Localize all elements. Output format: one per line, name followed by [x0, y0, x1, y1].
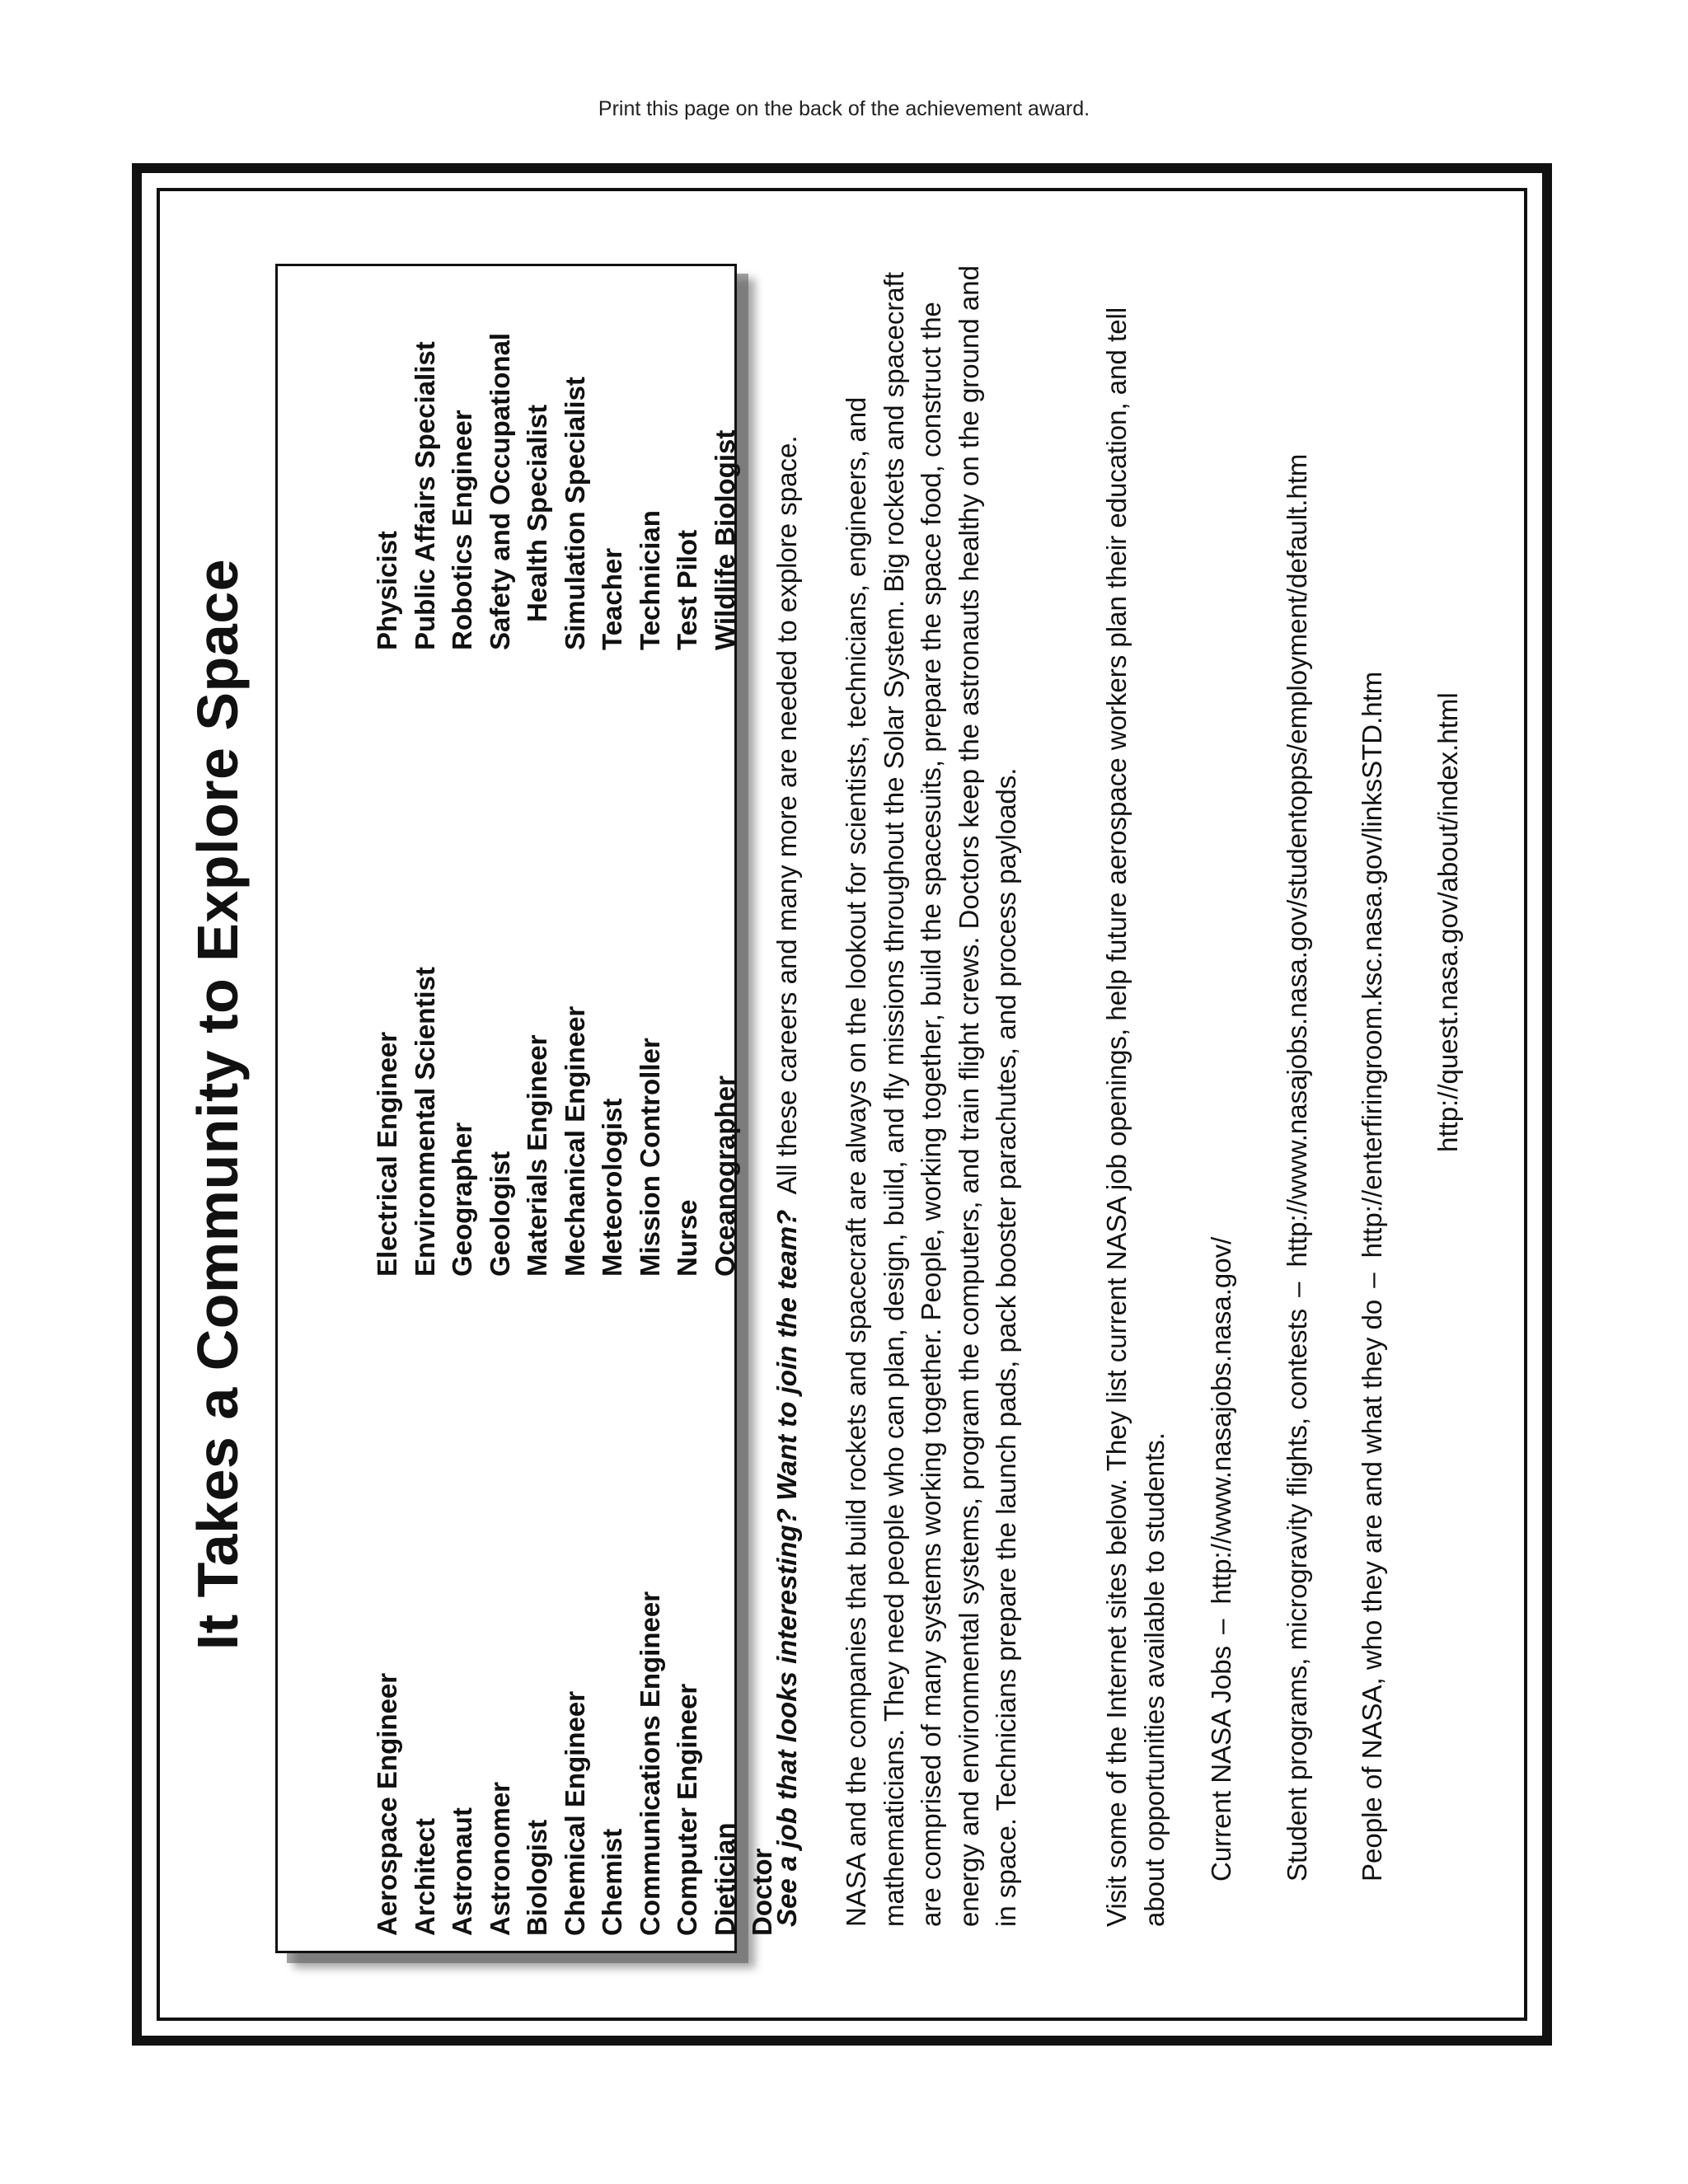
link-label: People of NASA, who they are and what they do — [1357, 1299, 1387, 1882]
link-row-student-programs — [1278, 454, 1315, 1882]
career-item: Oceanographer — [709, 1076, 740, 1277]
career-item: Public Affairs Specialist — [409, 341, 440, 650]
career-item: Aerospace Engineer — [372, 1672, 402, 1936]
link-row-quest — [1429, 692, 1466, 1152]
lead-text: All these careers and many more are needed to explore space. — [771, 435, 802, 1195]
career-item: Health Specialist — [522, 404, 552, 622]
link-label: Student programs, microgravity flights, contests — [1282, 1308, 1312, 1882]
career-item: Astronaut — [447, 1807, 477, 1936]
career-item: Geologist — [484, 1151, 515, 1277]
link-url[interactable]: http://www.nasajobs.nasa.gov/studentopps/employment/default.htm — [1282, 453, 1312, 1268]
career-item: Test Pilot — [672, 529, 702, 650]
career-item: Electrical Engineer — [372, 1031, 402, 1277]
career-item: Materials Engineer — [522, 1034, 552, 1277]
intro-paragraph: NASA and the companies that build rockets and spacecraft are always on the lookout for scientists, technicians, engineers, and mathematicians. They need people who can plan, design, build, and fly missions throughout the Solar System. Big rockets and spacecraft are comprised of many systems working together. People, working together, build the spacesuits, prepare the space food, construct the energy and environmental systems, program the computers, and train flight crews. Doctors keep the astronauts healthy on the ground and in space. Technicians prepare the launch pads, pack booster parachutes, and process payloads. — [841, 265, 1021, 1927]
career-item: Mission Controller — [634, 1038, 665, 1277]
career-item: Environmental Scientist — [409, 967, 440, 1277]
career-item: Astronomer — [484, 1781, 515, 1936]
career-item: Nurse — [672, 1199, 702, 1277]
career-column-1 — [368, 1591, 781, 1936]
page-title: It Takes a Community to Explore Space — [185, 558, 250, 1651]
career-item: Chemical Engineer — [559, 1690, 590, 1936]
link-label: Current NASA Jobs — [1206, 1645, 1236, 1882]
link-url[interactable]: http://enterfiringroom.ksc.nasa.gov/linksSTD.htm — [1357, 671, 1387, 1258]
career-item: Chemist — [597, 1828, 627, 1936]
link-url[interactable]: http://www.nasajobs.nasa.gov/ — [1206, 1236, 1236, 1605]
career-item: Teacher — [597, 547, 627, 650]
career-item: Safety and Occupational — [484, 332, 515, 650]
career-item: Communications Engineer — [634, 1591, 665, 1936]
career-column-2 — [368, 967, 743, 1277]
career-item: Robotics Engineer — [447, 410, 477, 650]
career-item: Biologist — [522, 1819, 552, 1936]
link-url[interactable]: http://quest.nasa.gov/about/index.html — [1432, 692, 1463, 1152]
dash-separator: – — [1206, 1619, 1236, 1634]
link-row-people-of-nasa — [1353, 672, 1390, 1882]
career-item: Architect — [409, 1817, 440, 1936]
career-item: Meteorologist — [597, 1098, 627, 1277]
print-instruction-note: Print this page on the back of the achievement award. — [598, 97, 1090, 120]
career-item: Simulation Specialist — [559, 377, 590, 650]
career-item: Mechanical Engineer — [559, 1005, 590, 1277]
career-item: Geographer — [447, 1122, 477, 1277]
career-list-box — [275, 264, 777, 1953]
career-item: Physicist — [372, 531, 402, 650]
career-item: Wildlife Biologist — [709, 429, 740, 650]
websites-paragraph: Visit some of the Internet sites below. They list current NASA job openings, help future aerospace workers plan their education, and tell about opportunities available to students. — [1101, 307, 1170, 1927]
career-item: Computer Engineer — [672, 1683, 702, 1936]
lead-paragraph — [768, 254, 806, 1927]
link-row-current-jobs — [1203, 1237, 1240, 1882]
dash-separator: – — [1357, 1272, 1387, 1288]
career-column-3 — [368, 333, 743, 650]
dash-separator: – — [1282, 1282, 1312, 1297]
lead-question: See a job that looks interesting? Want to join the team? — [771, 1209, 802, 1927]
career-item: Technician — [634, 510, 665, 650]
career-item: Dietician — [709, 1822, 740, 1936]
career-item: Doctor — [747, 1848, 777, 1936]
rotated-content — [160, 191, 1524, 2018]
